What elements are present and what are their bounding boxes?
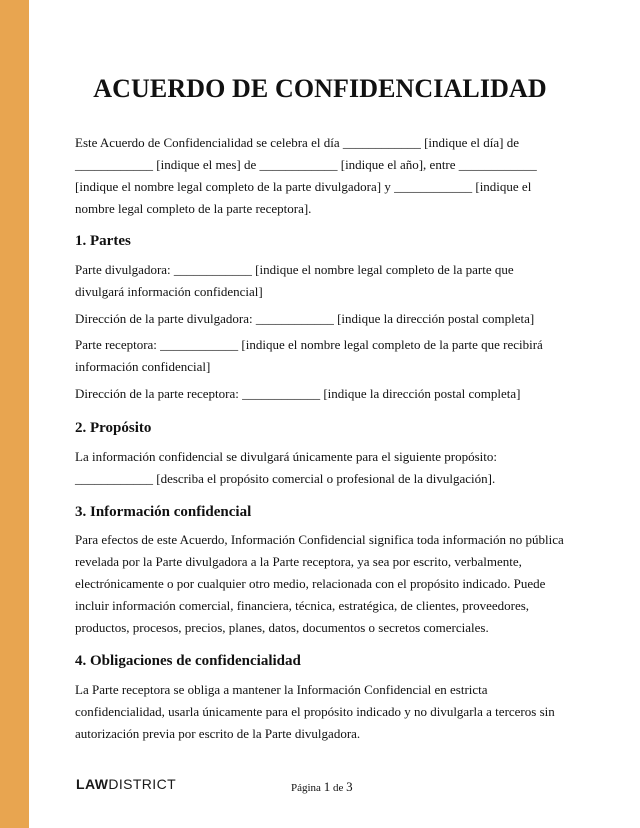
confidential-info-paragraph: Para efectos de este Acuerdo, Información Confidencial significa toda información no pública revelada por la Parte divulgadora a la Parte receptora, ya sea por escrito, verbalmente, electrónicamente o por cualquier otro medio, relacionada con el propósito indicado. Puede incluir información comercial, financiera, técnica, estratégica, de clientes, proveedores, productos, procesos, precios, planes, datos, documentos o secretos comerciales. — [75, 532, 564, 635]
disclosing-party-paragraph: Parte divulgadora: ____________ [indique el nombre legal completo de la parte que divulgará información confidencial] — [75, 262, 514, 299]
page-total: 3 — [346, 779, 353, 794]
receiving-party-paragraph: Parte receptora: ____________ [indique el nombre legal completo de la parte que recibirá información confidencial] — [75, 337, 543, 374]
page-current: 1 — [323, 779, 331, 794]
page-number — [291, 779, 353, 795]
receiving-party-address-paragraph: Dirección de la parte receptora: ____________ [indique la dirección postal completa] — [75, 386, 521, 401]
obligations-paragraph: La Parte receptora se obliga a mantener la Información Confidencial en estricta confidencialidad, usarla únicamente para el propósito indicado y no divulgarla a terceros sin autorización previa por escrito de la Parte divulgadora. — [75, 682, 555, 741]
section-heading-proposito: 2. Propósito — [75, 420, 152, 436]
orange-side-bar — [0, 0, 29, 828]
section-heading-obligaciones: 4. Obligaciones de confidencialidad — [75, 653, 301, 669]
disclosing-party-address-paragraph: Dirección de la parte divulgadora: ____________ [indique la dirección postal completa] — [75, 311, 535, 326]
page-of: de — [332, 782, 344, 794]
lawdistrict-logo — [76, 776, 176, 792]
section-heading-informacion: 3. Información confidencial — [75, 504, 252, 520]
document-title: ACUERDO DE CONFIDENCIALIDAD — [93, 74, 547, 103]
page-word: Página — [291, 782, 321, 794]
intro-paragraph: Este Acuerdo de Confidencialidad se celebra el día ____________ [indique el día] de ____________ [indique el mes] de ____________ [indique el año], entre ____________ [indique el nombre legal completo de la parte divulgadora] y ____________ [indique el nombre legal completo de la parte receptora]. — [75, 135, 537, 216]
section-heading-partes: 1. Partes — [75, 233, 131, 249]
logo-district-text: DISTRICT — [108, 776, 177, 792]
purpose-paragraph: La información confidencial se divulgará únicamente para el siguiente propósito: ____________ [describa el propósito comercial o profesional de la divulgación]. — [75, 449, 497, 486]
logo-law-text: LAW — [76, 776, 109, 792]
